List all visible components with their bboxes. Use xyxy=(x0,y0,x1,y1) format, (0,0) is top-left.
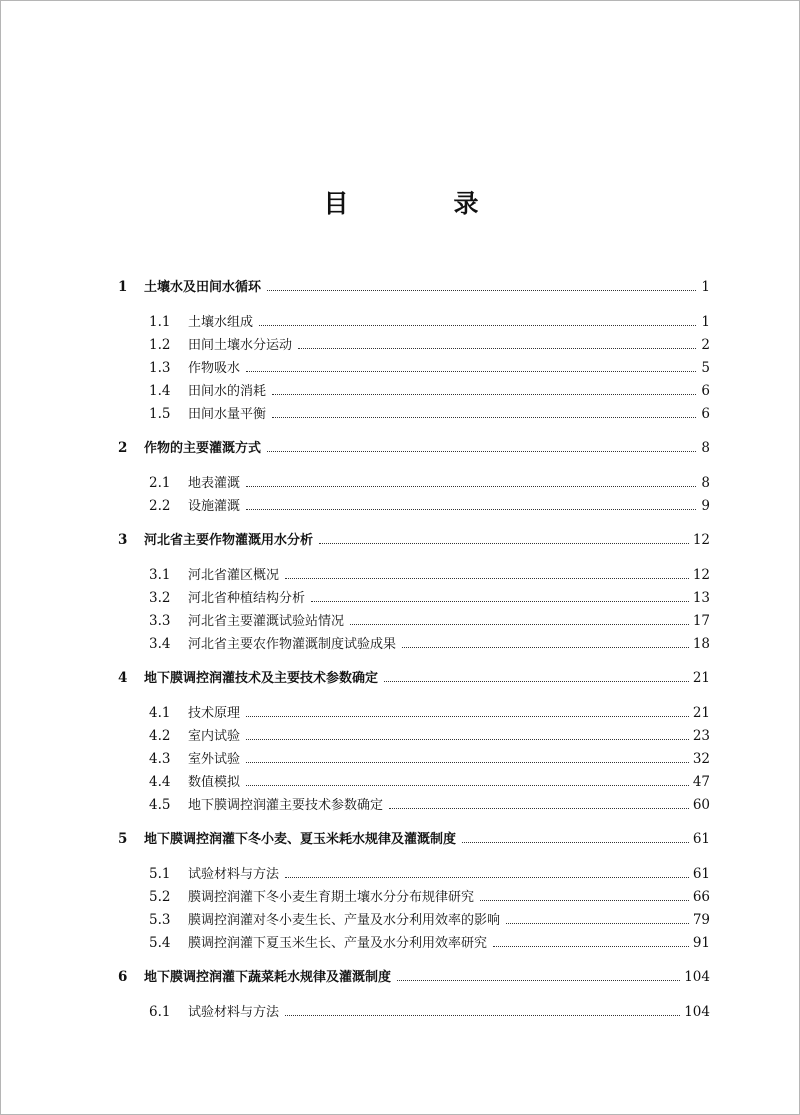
section-title: 膜调控润灌下冬小麦生育期土壤水分分布规律研究 xyxy=(188,890,475,905)
toc-section-1-4[interactable] xyxy=(149,381,710,401)
page-number: 18 xyxy=(692,636,710,652)
page-number: 12 xyxy=(692,532,710,548)
section-number: 4.2 xyxy=(149,728,171,744)
toc-section-1-1[interactable] xyxy=(149,312,710,332)
page-number: 32 xyxy=(692,751,710,767)
chapter-title: 地下膜调控润灌下蔬菜耗水规律及灌溉制度 xyxy=(144,970,392,985)
page-number: 8 xyxy=(701,440,710,456)
toc-section-4-5[interactable] xyxy=(149,795,710,815)
section-title: 室内试验 xyxy=(188,729,241,744)
page-number: 9 xyxy=(701,498,710,514)
leader-dots xyxy=(246,761,689,763)
toc-section-1-5[interactable] xyxy=(149,404,710,424)
section-number: 5.2 xyxy=(149,889,171,905)
chapter-number: 4 xyxy=(118,670,128,686)
page-number: 21 xyxy=(692,705,710,721)
section-title: 试验材料与方法 xyxy=(188,867,280,882)
leader-dots xyxy=(246,485,696,487)
leader-dots xyxy=(462,841,689,843)
section-title: 膜调控润灌对冬小麦生长、产量及水分利用效率的影响 xyxy=(188,913,501,928)
leader-dots xyxy=(285,577,689,579)
chapter-title: 土壤水及田间水循环 xyxy=(144,280,262,295)
section-title: 河北省主要灌溉试验站情况 xyxy=(188,614,345,629)
leader-dots xyxy=(285,1014,680,1016)
toc-section-5-1[interactable] xyxy=(149,864,710,884)
section-number: 1.2 xyxy=(149,337,171,353)
section-number: 5.3 xyxy=(149,912,171,928)
page-number: 2 xyxy=(701,337,710,353)
page-number: 104 xyxy=(684,1004,710,1020)
toc-section-5-2[interactable] xyxy=(149,887,710,907)
page-number: 1 xyxy=(701,314,710,330)
section-number: 3.1 xyxy=(149,567,171,583)
section-number: 3.2 xyxy=(149,590,171,606)
section-title: 河北省主要农作物灌溉制度试验成果 xyxy=(188,637,397,652)
section-number: 4.4 xyxy=(149,774,171,790)
toc-section-3-3[interactable] xyxy=(149,611,710,631)
page-number: 60 xyxy=(692,797,710,813)
toc-section-2-1[interactable] xyxy=(149,473,710,493)
leader-dots xyxy=(272,416,696,418)
section-title: 田间水的消耗 xyxy=(188,384,267,399)
toc-chapter-4[interactable] xyxy=(118,668,710,688)
chapter-number: 6 xyxy=(118,969,128,985)
page-number: 66 xyxy=(692,889,710,905)
toc-section-2-2[interactable] xyxy=(149,496,710,516)
section-title: 河北省灌区概况 xyxy=(188,568,280,583)
section-number: 1.5 xyxy=(149,406,171,422)
section-title: 膜调控润灌下夏玉米生长、产量及水分利用效率研究 xyxy=(188,936,488,951)
leader-dots xyxy=(350,623,689,625)
leader-dots xyxy=(319,542,689,544)
page-number: 1 xyxy=(701,279,710,295)
chapter-number: 5 xyxy=(118,831,128,847)
leader-dots xyxy=(493,945,689,947)
chapter-number: 2 xyxy=(118,440,128,456)
leader-dots xyxy=(246,370,696,372)
toc-section-1-3[interactable] xyxy=(149,358,710,378)
page-number: 79 xyxy=(692,912,710,928)
section-number: 1.3 xyxy=(149,360,171,376)
page-number: 6 xyxy=(701,383,710,399)
page-number: 13 xyxy=(692,590,710,606)
leader-dots xyxy=(311,600,689,602)
chapter-number: 3 xyxy=(118,532,128,548)
chapter-title: 作物的主要灌溉方式 xyxy=(144,441,262,456)
leader-dots xyxy=(480,899,689,901)
section-number: 2.1 xyxy=(149,475,171,491)
leader-dots xyxy=(397,979,680,981)
leader-dots xyxy=(246,784,689,786)
section-title: 设施灌溉 xyxy=(188,499,241,514)
section-number: 1.1 xyxy=(149,314,171,330)
toc-section-4-1[interactable] xyxy=(149,703,710,723)
page-number: 8 xyxy=(701,475,710,491)
toc-section-5-4[interactable] xyxy=(149,933,710,953)
chapter-title: 地下膜调控润灌技术及主要技术参数确定 xyxy=(144,671,379,686)
toc-chapter-2[interactable] xyxy=(118,438,710,458)
section-number: 6.1 xyxy=(149,1004,171,1020)
section-number: 5.4 xyxy=(149,935,171,951)
toc-chapter-5[interactable] xyxy=(118,829,710,849)
section-number: 1.4 xyxy=(149,383,171,399)
section-title: 土壤水组成 xyxy=(188,315,254,330)
leader-dots xyxy=(298,347,696,349)
page-number: 61 xyxy=(692,831,710,847)
section-title: 数值模拟 xyxy=(188,775,241,790)
section-number: 3.3 xyxy=(149,613,171,629)
leader-dots xyxy=(384,680,689,682)
page-number: 61 xyxy=(692,866,710,882)
page-number: 23 xyxy=(692,728,710,744)
leader-dots xyxy=(246,738,689,740)
section-title: 地下膜调控润灌主要技术参数确定 xyxy=(188,798,384,813)
leader-dots xyxy=(267,289,696,291)
toc-section-6-1[interactable] xyxy=(149,1002,710,1022)
page-number: 47 xyxy=(692,774,710,790)
section-number: 2.2 xyxy=(149,498,171,514)
toc-section-3-2[interactable] xyxy=(149,588,710,608)
page-title: 目 录 xyxy=(323,189,519,218)
page-number: 6 xyxy=(701,406,710,422)
toc-chapter-6[interactable] xyxy=(118,967,710,987)
toc-section-1-2[interactable] xyxy=(149,335,710,355)
toc-section-3-4[interactable] xyxy=(149,634,710,654)
section-title: 室外试验 xyxy=(188,752,241,767)
page-number: 17 xyxy=(692,613,710,629)
section-title: 技术原理 xyxy=(188,706,241,721)
section-title: 试验材料与方法 xyxy=(188,1005,280,1020)
page-number: 12 xyxy=(692,567,710,583)
page-number: 91 xyxy=(692,935,710,951)
section-title: 河北省种植结构分析 xyxy=(188,591,306,606)
toc-section-5-3[interactable] xyxy=(149,910,710,930)
section-number: 5.1 xyxy=(149,866,171,882)
toc-chapter-1[interactable] xyxy=(118,277,710,297)
section-number: 4.3 xyxy=(149,751,171,767)
chapter-number: 1 xyxy=(118,279,128,295)
page-number: 104 xyxy=(684,969,710,985)
leader-dots xyxy=(272,393,696,395)
toc-chapter-3[interactable] xyxy=(118,530,710,550)
section-number: 4.1 xyxy=(149,705,171,721)
leader-dots xyxy=(389,807,689,809)
leader-dots xyxy=(246,715,689,717)
leader-dots xyxy=(506,922,689,924)
chapter-title: 地下膜调控润灌下冬小麦、夏玉米耗水规律及灌溉制度 xyxy=(144,832,457,847)
toc-section-3-1[interactable] xyxy=(149,565,710,585)
section-number: 3.4 xyxy=(149,636,171,652)
page-number: 21 xyxy=(692,670,710,686)
leader-dots xyxy=(246,508,696,510)
page-number: 5 xyxy=(701,360,710,376)
section-number: 4.5 xyxy=(149,797,171,813)
toc-section-4-4[interactable] xyxy=(149,772,710,792)
leader-dots xyxy=(267,450,696,452)
toc-section-4-3[interactable] xyxy=(149,749,710,769)
section-title: 作物吸水 xyxy=(188,361,241,376)
toc-section-4-2[interactable] xyxy=(149,726,710,746)
leader-dots xyxy=(402,646,689,648)
section-title: 田间水量平衡 xyxy=(188,407,267,422)
leader-dots xyxy=(259,324,696,326)
leader-dots xyxy=(285,876,689,878)
section-title: 田间土壤水分运动 xyxy=(188,338,293,353)
chapter-title: 河北省主要作物灌溉用水分析 xyxy=(144,533,314,548)
section-title: 地表灌溉 xyxy=(188,476,241,491)
